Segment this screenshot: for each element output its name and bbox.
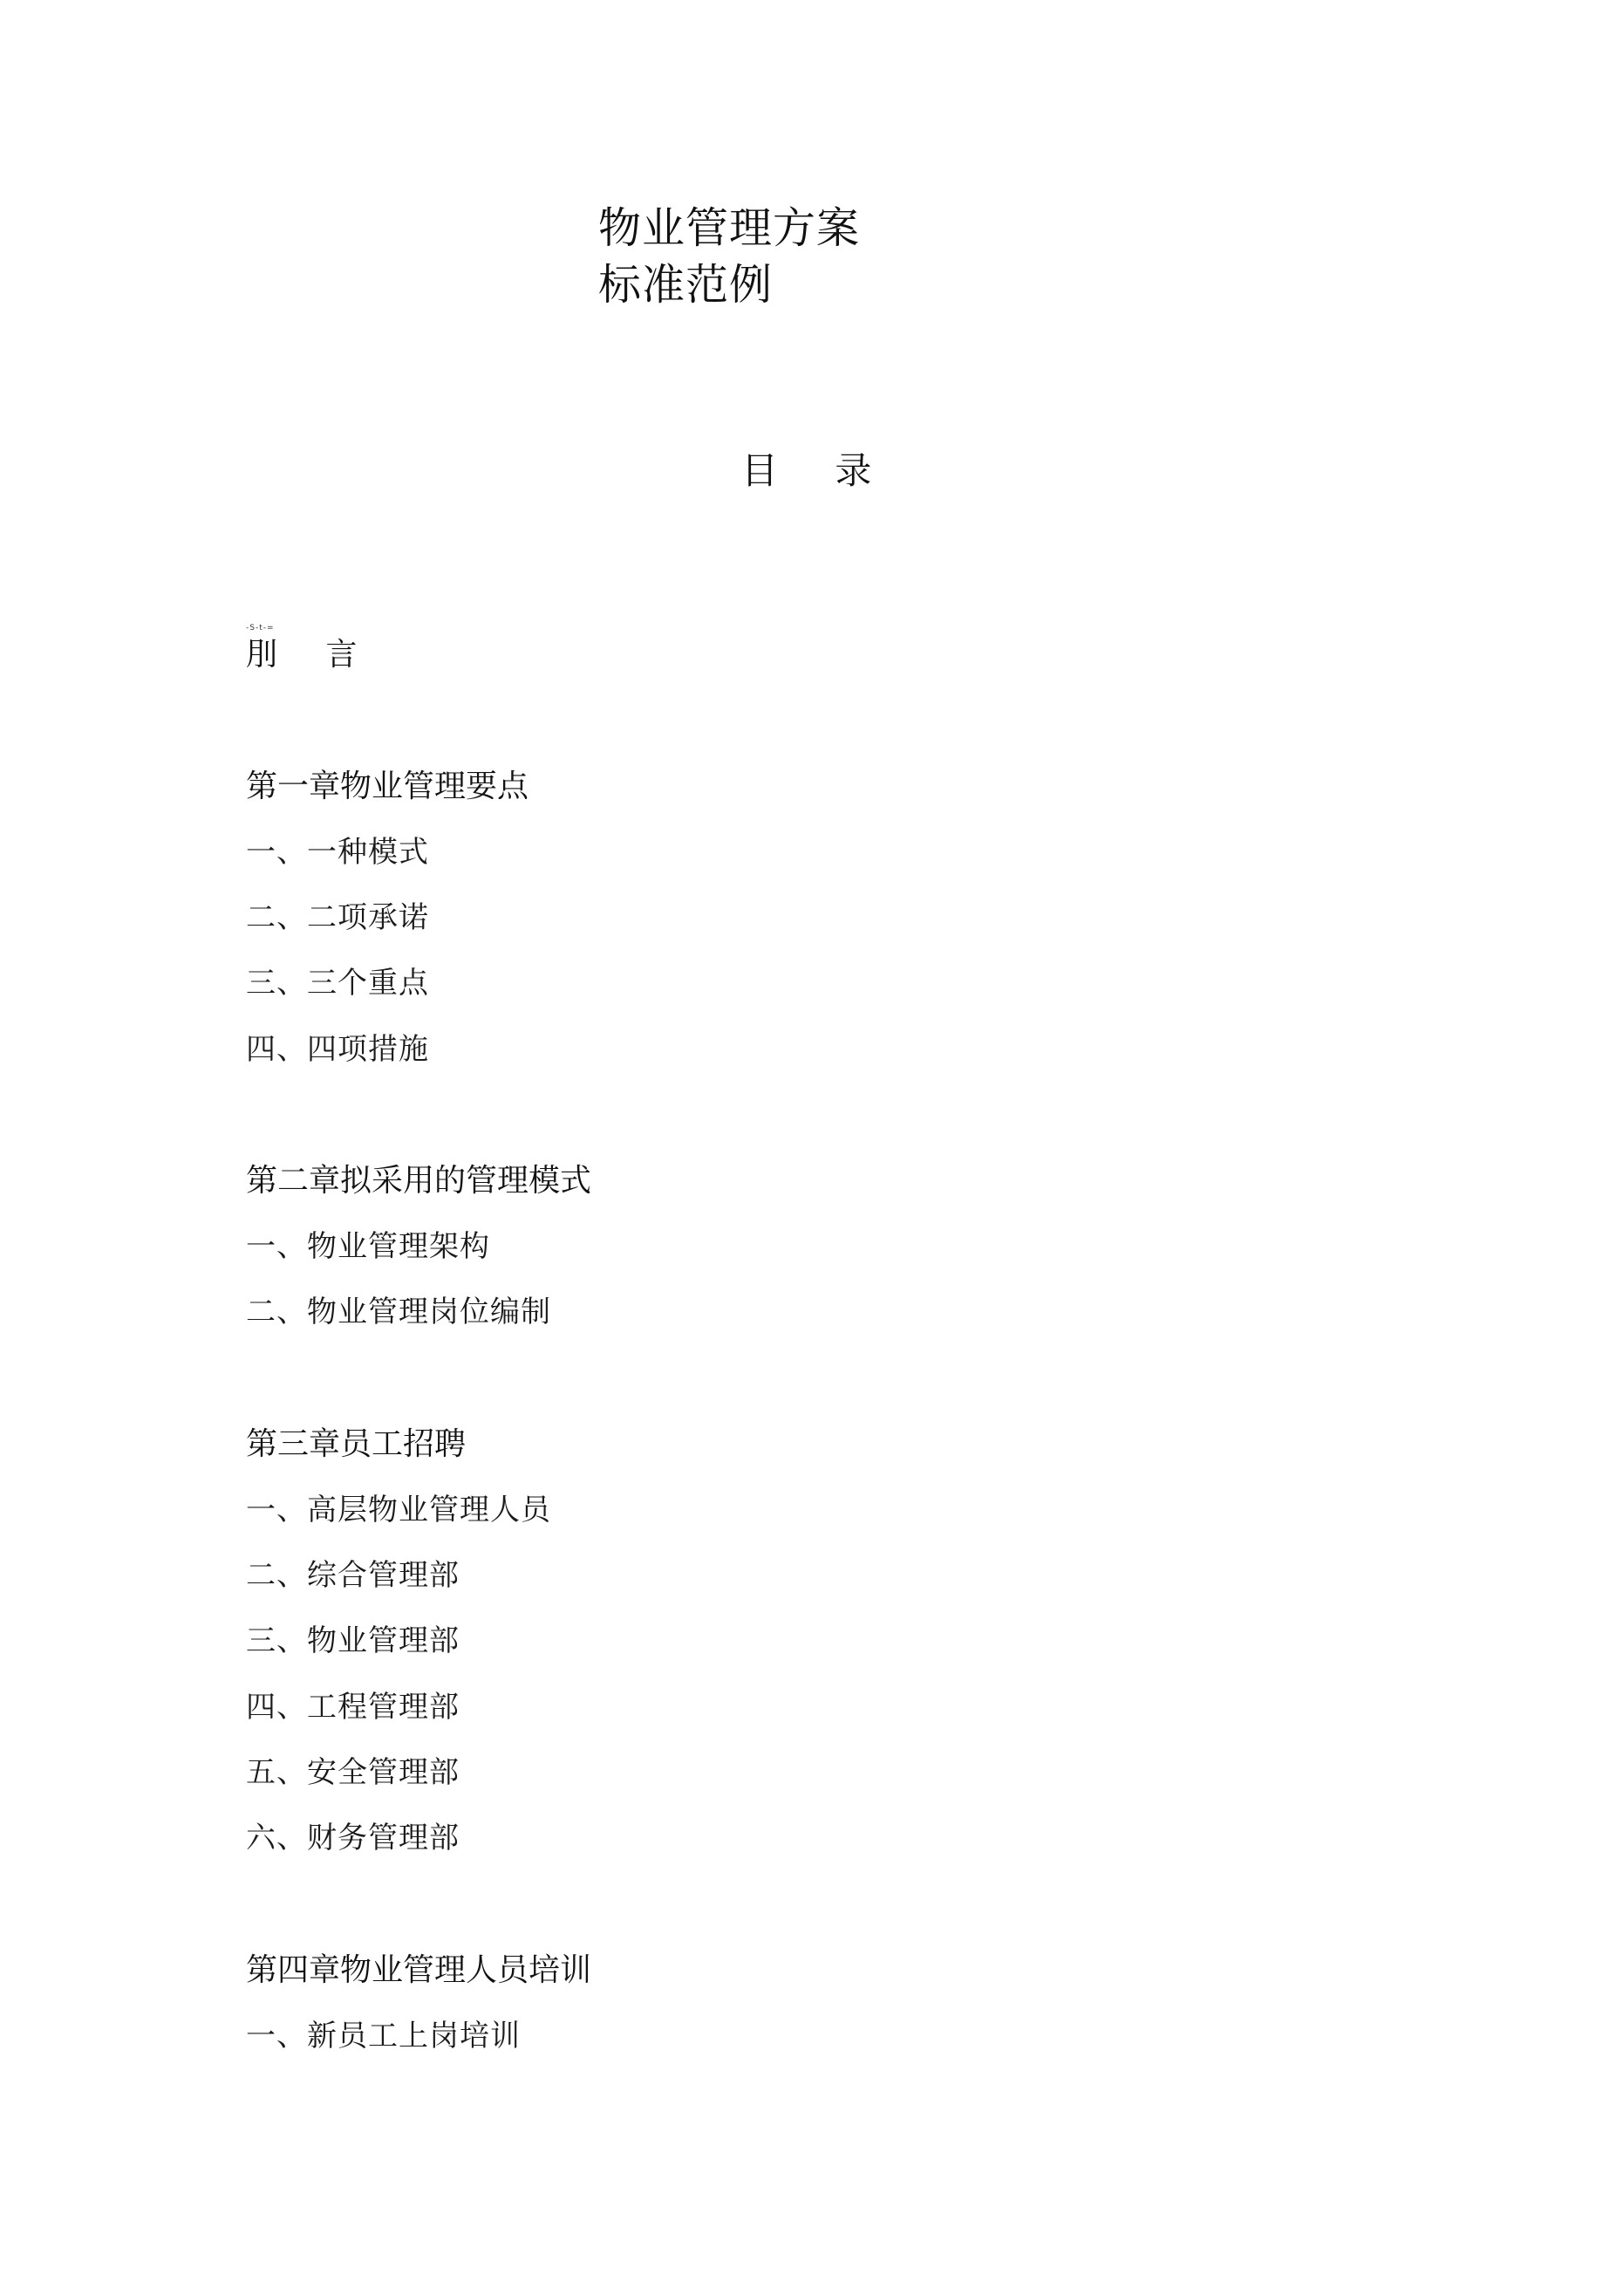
toc-chapter-1[interactable]: 第一章物业管理要点 — [246, 769, 529, 804]
toc-ch1-section-1[interactable]: 一、一种模式 — [246, 835, 429, 870]
toc-ch3-section-5[interactable]: 五、安全管理部 — [246, 1755, 460, 1790]
toc-chapter-3[interactable]: 第三章员工招聘 — [246, 1426, 467, 1462]
toc-ch3-section-1[interactable]: 一、高层物业管理人员 — [246, 1493, 551, 1527]
toc-ch3-section-3[interactable]: 三、物业管理部 — [246, 1623, 460, 1658]
toc-heading: 目 录 — [741, 449, 895, 492]
toc-ch1-section-4[interactable]: 四、四项措施 — [246, 1032, 429, 1067]
toc-ch1-section-3[interactable]: 三、三个重点 — [246, 966, 429, 1001]
toc-ch3-section-4[interactable]: 四、工程管理部 — [246, 1690, 460, 1725]
toc-chapter-4[interactable]: 第四章物业管理人员培训 — [246, 1952, 592, 1988]
toc-ch3-section-6[interactable]: 六、财务管理部 — [246, 1821, 460, 1855]
toc-preface[interactable]: 刖 言 — [246, 637, 377, 673]
toc-ch1-section-2[interactable]: 二、二项承诺 — [246, 900, 429, 935]
document-title-line-2: 标准范例 — [598, 260, 774, 310]
toc-ch2-section-2[interactable]: 二、物业管理岗位编制 — [246, 1295, 551, 1329]
toc-ch2-section-1[interactable]: 一、物业管理架构 — [246, 1229, 490, 1264]
toc-chapter-2[interactable]: 第二章拟采用的管理模式 — [246, 1163, 592, 1199]
document-title-line-1: 物业管理方案 — [598, 203, 861, 253]
small-mark: -S-t-= — [246, 624, 275, 632]
toc-ch3-section-2[interactable]: 二、综合管理部 — [246, 1558, 460, 1593]
toc-ch4-section-1[interactable]: 一、新员工上岗培训 — [246, 2019, 521, 2053]
